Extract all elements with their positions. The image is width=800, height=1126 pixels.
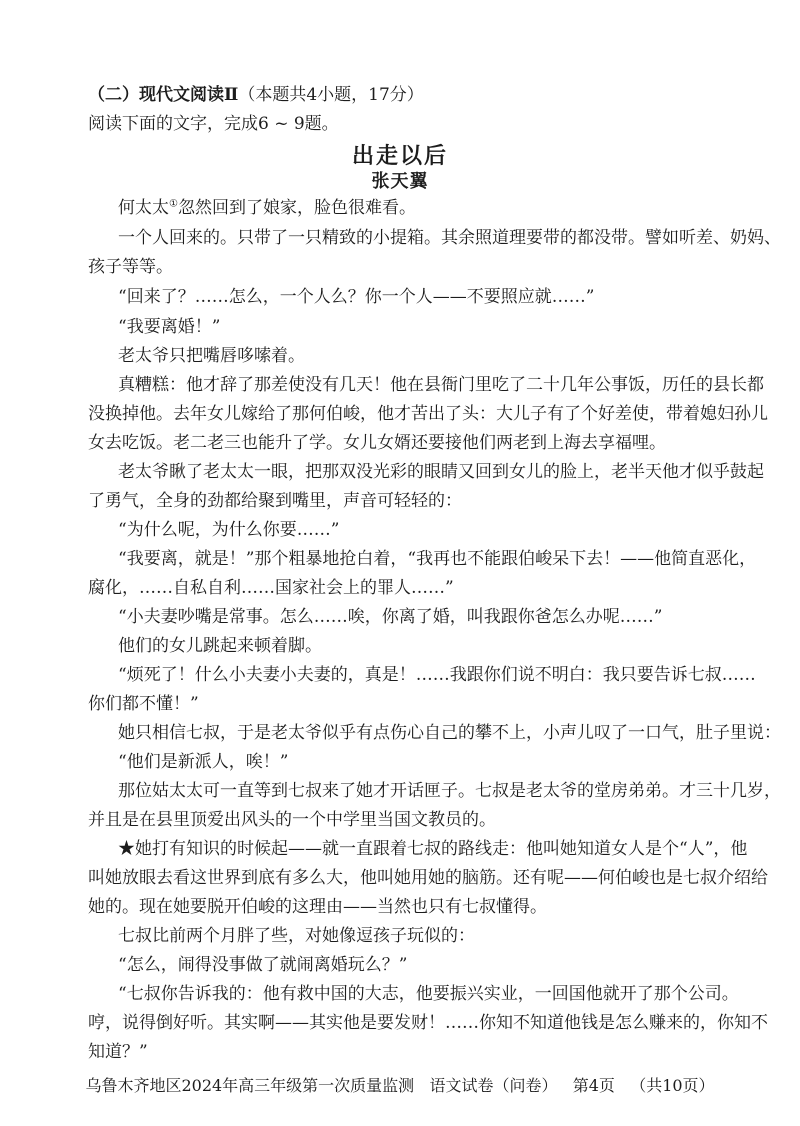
paragraph-7-line: 老太爷瞅了老太太一眼，把那双没光彩的眼睛又回到女儿的脸上，老半天他才似乎鼓起 [118,462,764,482]
paragraph-10: “小夫妻吵嘴是常事。怎么……唉，你离了婚，叫我跟你爸怎么办呢……” [118,607,663,627]
paragraph-5: 老太爷只把嘴唇哆嗦着。 [118,346,305,366]
footnote-marker: ① [169,198,178,210]
article-author: 张天翼 [371,171,429,192]
paragraph-3: “回来了？……怎么，一个人么？你一个人——不要照应就……” [118,287,595,307]
paragraph-12-line: “烦死了！什么小夫妻小夫妻的，真是！……我跟你们说不明白：我只要告诉七叔…… [118,665,756,685]
footer-total-pages: （共10页） [630,1076,715,1095]
paragraph-19-line: 哼，说得倒好听。其实啊——其实他是要发财！……你知不知道他钱是怎么赚来的，你知不 [88,1013,768,1033]
paragraph-12-line: 你们都不懂！” [88,694,199,714]
section-instruction: 阅读下面的文字，完成6 ~ 9题。 [88,114,339,134]
section-title: （二）现代文阅读Ⅱ [88,85,239,105]
paragraph-19-line: “七叔你告诉我的：他有救中国的大志，他要振兴实业，一回国他就开了那个公司。 [118,984,739,1004]
paragraph-16-line: ★她打有知识的时候起——就一直跟着七叔的路线走：他叫她知道女人是个“人”，他 [118,839,748,859]
footer-region: 乌鲁木齐地区 [85,1076,182,1095]
paragraph-9-line: “我要离，就是！”那个粗暴地抢白着，“我再也不能跟伯峻呆下去！——他简直恶化， [118,549,757,569]
paragraph-6-line: 女去吃饭。老二老三也能升了学。女儿女婿还要接他们两老到上海去享福哩。 [88,433,666,453]
paragraph-9-line: 腐化，……自私自利……国家社会上的罪人……” [88,578,454,598]
section-heading [88,84,728,106]
paragraph-19-line: 知道？” [88,1042,148,1062]
paragraph-text: 何太太 [118,198,169,218]
paragraph-14: “他们是新派人，唉！” [118,752,289,772]
footer-exam: 2024年高三年级第一次质量监测 [181,1076,415,1095]
paragraph-7-line: 了勇气，全身的劲都给聚到嘴里，声音可轻轻的： [88,491,462,511]
paragraph-17: 七叔比前两个月胖了些，对她像逗孩子玩似的： [118,926,475,946]
paragraph-15-line: 并且是在县里顶爱出风头的一个中学里当国文教员的。 [88,810,496,830]
paragraph-13: 她只相信七叔，于是老太爷似乎有点伤心自己的攀不上，小声儿叹了一口气，肚子里说： [118,723,781,743]
paragraph-11: 他们的女儿跳起来顿着脚。 [118,636,322,656]
paragraph-text: 忽然回到了娘家，脸色很难看。 [177,198,416,218]
paragraph-4: “我要离婚！” [118,317,221,337]
paragraph-16-line: 叫她放眼去看这世界到底有多么大，他叫她用她的脑筋。还有呢——何伯峻也是七叔介绍给 [88,868,768,888]
paragraph-6-line: 真糟糕：他才辞了那差使没有几天！他在县衙门里吃了二十几年公事饭，历任的县长都 [118,375,764,395]
paragraph-2-line: 一个人回来的。只带了一只精致的小提箱。其余照道理要带的都没带。譬如听差、奶妈、 [118,228,781,248]
footer-page-number: 第4页 [572,1076,615,1095]
paragraph-16-line: 她的。现在她要脱开伯峻的这理由——当然也只有七叔懂得。 [88,897,547,917]
paragraph-15-line: 那位姑太太可一直等到七叔来了她才开话匣子。七叔是老太爷的堂房弟弟。才三十几岁， [118,781,781,801]
page-footer [0,1076,800,1096]
footer-subject: 语文试卷（问卷） [429,1076,558,1095]
article-title: 出走以后 [351,143,448,169]
paragraph-18: “怎么，闹得没事做了就闹离婚玩么？” [118,955,408,975]
paragraph-6-line: 没换掉他。去年女儿嫁给了那何伯峻，他才苦出了头：大儿子有了个好差使，带着媳妇孙儿 [88,404,768,424]
paragraph-8: “为什么呢，为什么你要……” [118,520,340,540]
paragraph-2-line: 孩子等等。 [88,257,173,277]
section-meta: （本题共4小题，17分） [238,85,424,105]
paragraph-1 [118,197,728,219]
